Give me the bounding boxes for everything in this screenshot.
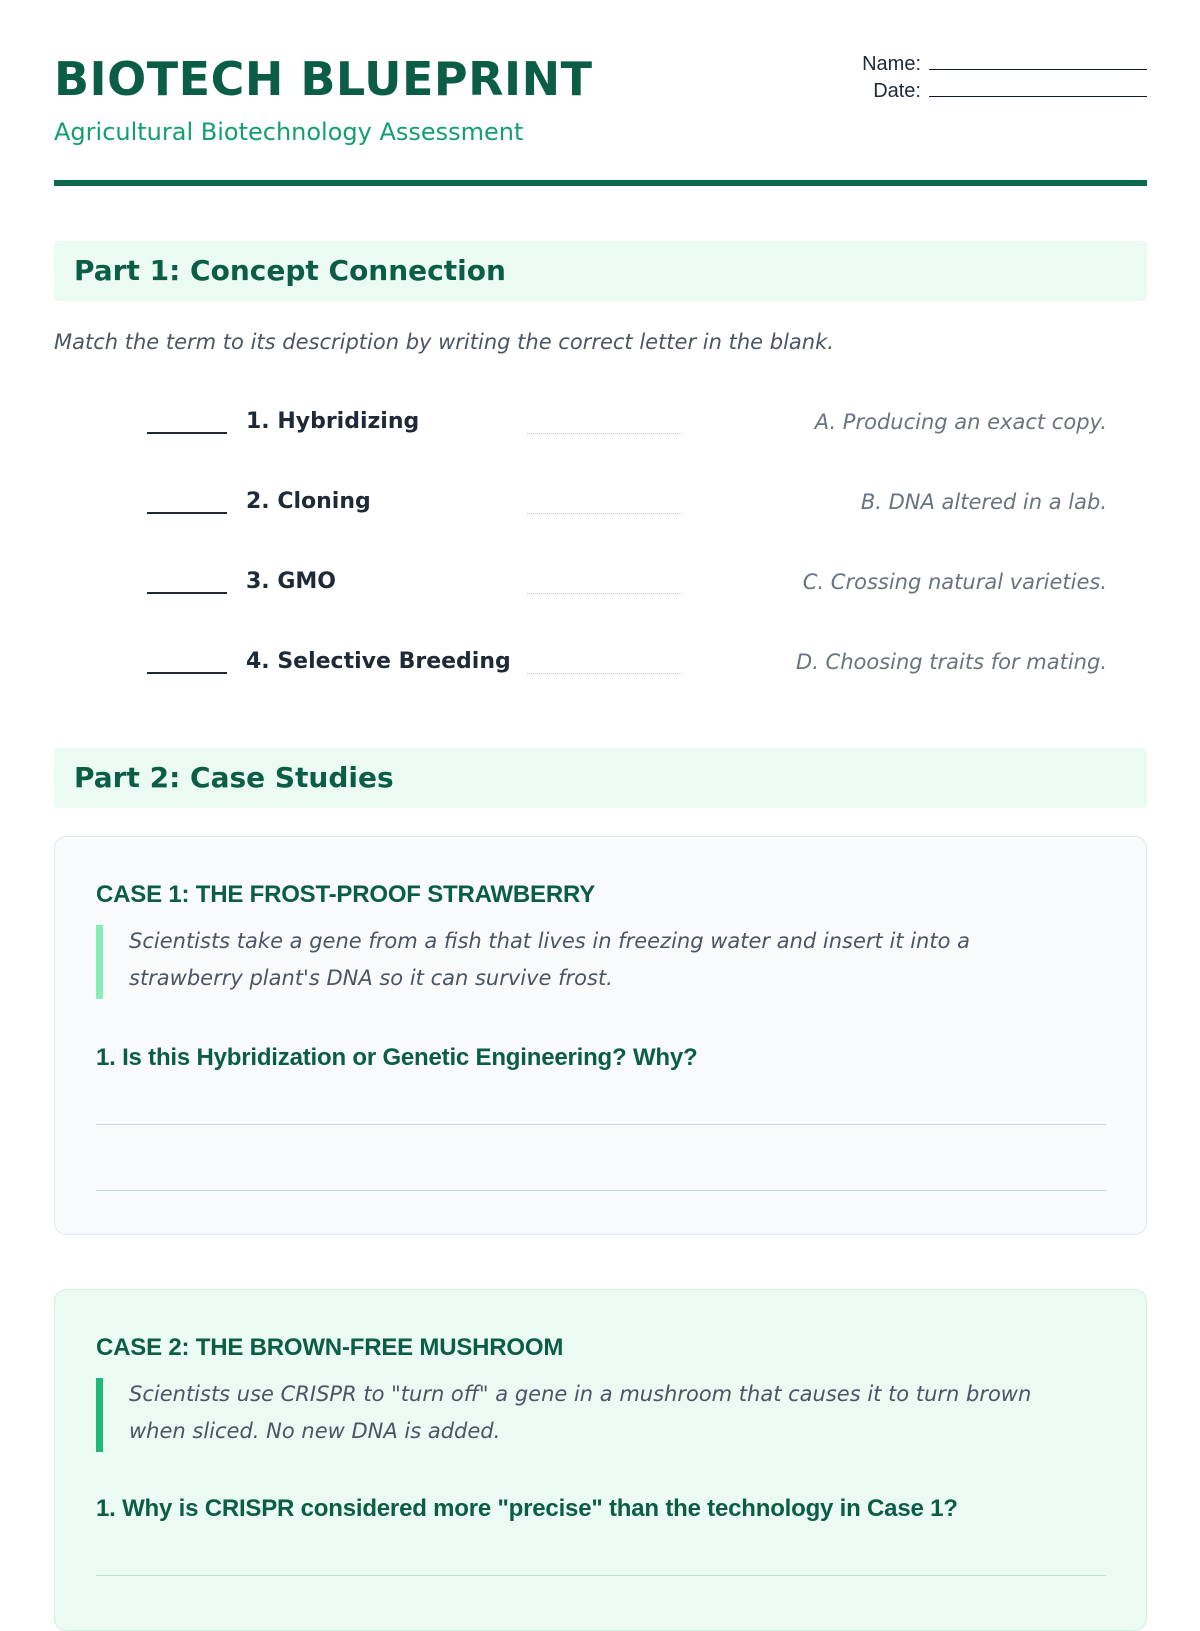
case-scenario bbox=[96, 1376, 1089, 1450]
term-label: 3. GMO bbox=[246, 569, 336, 594]
dotted-leader bbox=[527, 593, 682, 594]
case-scenario-text: Scientists take a gene from a fish that lives in freezing water and insert it into a strawberry plant's DNA so it can survive frost. bbox=[129, 929, 970, 990]
match-row bbox=[147, 645, 1107, 685]
name-row bbox=[862, 53, 1147, 80]
date-field[interactable] bbox=[929, 80, 1147, 97]
case-title: CASE 2: THE BROWN-FREE MUSHROOM bbox=[96, 1334, 564, 1361]
dotted-leader bbox=[527, 433, 682, 434]
term-label: 1. Hybridizing bbox=[246, 409, 420, 434]
part1-heading-bar bbox=[54, 241, 1147, 301]
answer-blank-4[interactable] bbox=[147, 672, 227, 674]
case-question: 1. Is this Hybridization or Genetic Engineering? Why? bbox=[96, 1044, 698, 1071]
match-row bbox=[147, 405, 1107, 445]
date-label: Date: bbox=[873, 80, 921, 102]
term-label: 4. Selective Breeding bbox=[246, 649, 511, 674]
part1-instructions: Match the term to its description by writing the correct letter in the blank. bbox=[54, 330, 834, 354]
answer-blank-3[interactable] bbox=[147, 592, 227, 594]
case-card-2 bbox=[54, 1289, 1147, 1631]
term-label: 2. Cloning bbox=[246, 489, 371, 514]
name-label: Name: bbox=[862, 53, 921, 75]
worksheet-title: BIOTECH BLUEPRINT bbox=[54, 52, 593, 106]
answer-line-1[interactable] bbox=[96, 1575, 1106, 1576]
description-label: A. Producing an exact copy. bbox=[814, 410, 1107, 434]
answer-line-1[interactable] bbox=[96, 1124, 1106, 1125]
answer-blank-1[interactable] bbox=[147, 432, 227, 434]
answer-blank-2[interactable] bbox=[147, 512, 227, 514]
case-question: 1. Why is CRISPR considered more "precise" than the technology in Case 1? bbox=[96, 1495, 958, 1522]
match-row bbox=[147, 565, 1107, 605]
worksheet-subtitle: Agricultural Biotechnology Assessment bbox=[54, 118, 524, 146]
header-divider bbox=[54, 180, 1147, 186]
quote-accent-bar bbox=[96, 925, 103, 999]
part2-heading-bar bbox=[54, 748, 1147, 808]
dotted-leader bbox=[527, 513, 682, 514]
quote-accent-bar bbox=[96, 1378, 103, 1452]
worksheet-page bbox=[54, 0, 1147, 1522]
date-row bbox=[862, 80, 1147, 107]
answer-line-2[interactable] bbox=[96, 1190, 1106, 1191]
part1-heading: Part 1: Concept Connection bbox=[74, 254, 506, 287]
worksheet-header bbox=[54, 0, 1147, 188]
case-scenario bbox=[96, 923, 1089, 997]
case-title: CASE 1: THE FROST-PROOF STRAWBERRY bbox=[96, 881, 596, 908]
case-scenario-text: Scientists use CRISPR to "turn off" a gene in a mushroom that causes it to turn brown when sliced. No new DNA is added. bbox=[129, 1382, 1032, 1443]
case-card-1 bbox=[54, 836, 1147, 1235]
name-field[interactable] bbox=[929, 53, 1147, 70]
dotted-leader bbox=[527, 673, 682, 674]
match-row bbox=[147, 485, 1107, 525]
description-label: D. Choosing traits for mating. bbox=[796, 650, 1107, 674]
part2-heading: Part 2: Case Studies bbox=[74, 761, 394, 794]
description-label: C. Crossing natural varieties. bbox=[802, 570, 1107, 594]
description-label: B. DNA altered in a lab. bbox=[860, 490, 1107, 514]
student-info bbox=[862, 53, 1147, 107]
